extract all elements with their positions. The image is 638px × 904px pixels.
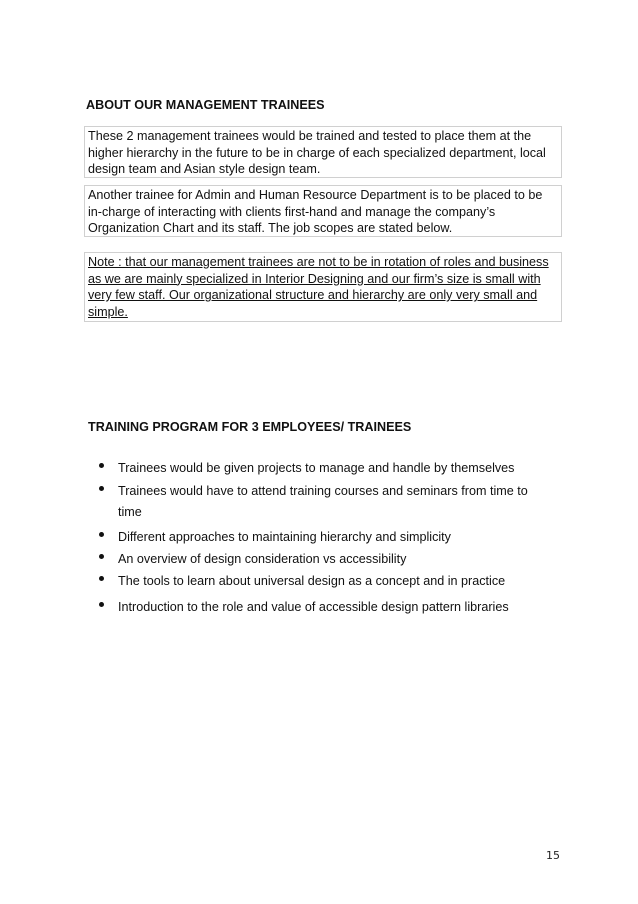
bullet-icon [99, 602, 104, 607]
bullet-icon [99, 463, 104, 468]
list-item-text: Introduction to the role and value of accessible design pattern libraries [118, 600, 509, 614]
bullet-icon [99, 532, 104, 537]
list-item [96, 597, 566, 621]
bullet-icon [99, 576, 104, 581]
list-item-text: Trainees would be given projects to manage and handle by themselves [118, 461, 515, 475]
text-line: very few staff. Our organizational structure and hierarchy are only very small and [88, 288, 538, 302]
list-item-text: Different approaches to maintaining hierarchy and simplicity [118, 530, 451, 544]
text-line: Organization Chart and its staff. The job scopes are stated below. [88, 221, 453, 235]
text-line: in-charge of interacting with clients first-hand and manage the company’s [88, 204, 496, 219]
list-item [96, 549, 566, 571]
paragraph-note [88, 254, 568, 320]
text-line: These 2 management trainees would be trained and tested to place them at the [88, 129, 532, 143]
section-heading-management-trainees: ABOUT OUR MANAGEMENT TRAINEES [86, 98, 325, 112]
list-item [96, 481, 566, 527]
section-heading-training-program: TRAINING PROGRAM FOR 3 EMPLOYEES/ TRAINEES [88, 420, 412, 434]
list-item [96, 571, 566, 597]
training-program-list [96, 458, 566, 621]
list-item-text: An overview of design consideration vs accessibility [118, 552, 407, 566]
paragraph-admin-trainee [88, 187, 568, 237]
text-line: design team and Asian style design team. [88, 162, 321, 176]
list-item-text: Trainees would have to attend training courses and seminars from time to [118, 484, 528, 498]
list-item-text: time [118, 505, 142, 519]
list-item-text: The tools to learn about universal design as a concept and in practice [118, 574, 506, 588]
text-line: higher hierarchy in the future to be in charge of each specialized department, local [88, 145, 546, 160]
list-item [96, 458, 566, 481]
text-line: as we are mainly specialized in Interior Designing and our firm’s size is small with [88, 271, 541, 286]
bullet-icon [99, 554, 104, 559]
paragraph-trainees-intro [88, 128, 568, 178]
text-line: Another trainee for Admin and Human Resource Department is to be placed to be [88, 188, 543, 202]
text-line: Note : that our management trainees are not to be in rotation of roles and business [88, 255, 549, 269]
text-line: simple. [88, 304, 128, 319]
list-item [96, 527, 566, 549]
bullet-icon [99, 486, 104, 491]
page-number: 15 [546, 849, 560, 862]
